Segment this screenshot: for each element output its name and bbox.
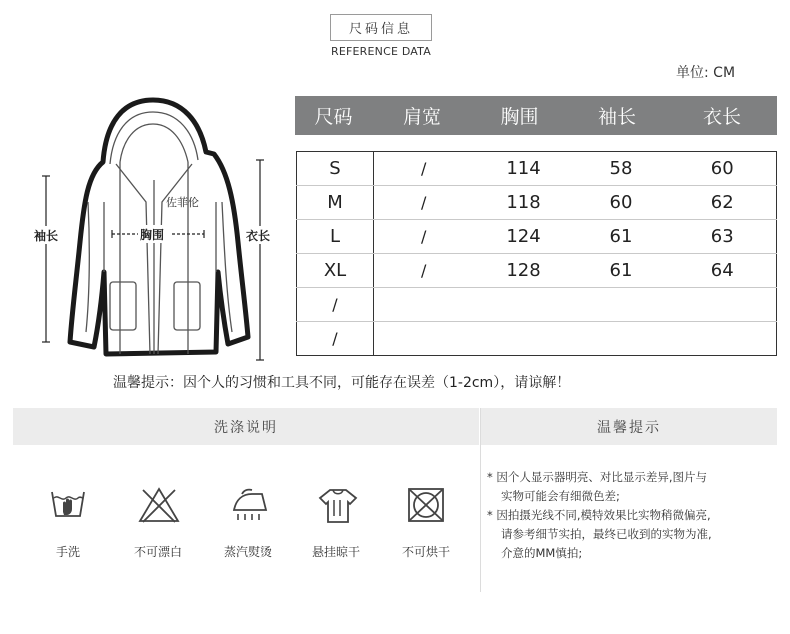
sleeve-cell: 58 (574, 152, 669, 186)
hand-wash-icon (33, 486, 103, 522)
shoulder-cell: / (374, 186, 474, 220)
care-label: 蒸汽熨烫 (223, 545, 272, 559)
care-label: 不可漂白 (133, 545, 182, 559)
header-length: 衣长 (702, 106, 741, 128)
section-divider (480, 408, 481, 592)
empty-cell (374, 322, 777, 356)
length-cell: 62 (669, 186, 777, 220)
tips-line: 实物可能会有细微色差; (501, 489, 620, 503)
tips-line: * 因拍摄光线不同,模特效果比实物稍微偏亮, (487, 508, 711, 522)
care-label: 悬挂晾干 (311, 545, 360, 559)
size-cell: XL (297, 254, 374, 288)
table-row (297, 152, 777, 186)
unit-label: 单位: CM (676, 65, 736, 81)
table-row (297, 186, 777, 220)
table-row (297, 322, 777, 356)
steam-iron-icon (215, 486, 285, 524)
size-cell: / (297, 288, 374, 322)
care-title-bar: 洗涤说明 (13, 408, 479, 445)
sleeve-cell: 61 (574, 254, 669, 288)
tips-line: * 因个人显示器明亮、对比显示差异,图片与 (487, 470, 708, 484)
chest-cell: 114 (474, 152, 574, 186)
empty-cell (374, 288, 777, 322)
sleeve-label: 袖长 (34, 229, 59, 243)
header-size: 尺码 (314, 106, 353, 128)
chest-label: 胸围 (140, 228, 165, 242)
sleeve-cell: 60 (574, 186, 669, 220)
header-shoulder: 肩宽 (402, 106, 441, 128)
jacket-diagram (28, 92, 278, 368)
tips-line: 介意的MM慎拍; (501, 546, 583, 560)
length-cell: 64 (669, 254, 777, 288)
header-sleeve: 袖长 (597, 106, 636, 128)
care-label: 不可烘干 (401, 545, 450, 559)
hang-dry-icon (303, 486, 373, 524)
size-cell: M (297, 186, 374, 220)
table-row (297, 254, 777, 288)
tips-line: 请参考细节实拍，最终已收到的实物为准, (501, 527, 712, 541)
table-row (297, 220, 777, 254)
length-label: 衣长 (246, 229, 271, 243)
no-bleach-icon (124, 486, 194, 524)
no-tumble-dry-icon (391, 486, 461, 524)
length-cell: 60 (669, 152, 777, 186)
chest-cell: 124 (474, 220, 574, 254)
shoulder-cell: / (374, 254, 474, 288)
size-cell: / (297, 322, 374, 356)
table-row (297, 288, 777, 322)
tips-title-bar: 温馨提示 (481, 408, 777, 445)
section-subtitle: REFERENCE DATA (331, 45, 431, 58)
shoulder-cell: / (374, 220, 474, 254)
length-cell: 63 (669, 220, 777, 254)
shoulder-cell: / (374, 152, 474, 186)
tips-text (487, 468, 777, 563)
size-cell: L (297, 220, 374, 254)
section-title: 尺码信息 (330, 14, 432, 41)
size-cell: S (297, 152, 374, 186)
brand-label: 佐菲伦 (166, 196, 199, 209)
size-table (296, 151, 777, 356)
sleeve-cell: 61 (574, 220, 669, 254)
size-table-header (295, 96, 777, 135)
chest-cell: 128 (474, 254, 574, 288)
care-label: 手洗 (55, 545, 80, 559)
header-chest: 胸围 (500, 106, 539, 128)
chest-cell: 118 (474, 186, 574, 220)
measurement-notice: 温馨提示：因个人的习惯和工具不同，可能存在误差（1-2cm），请谅解！ (113, 375, 571, 391)
